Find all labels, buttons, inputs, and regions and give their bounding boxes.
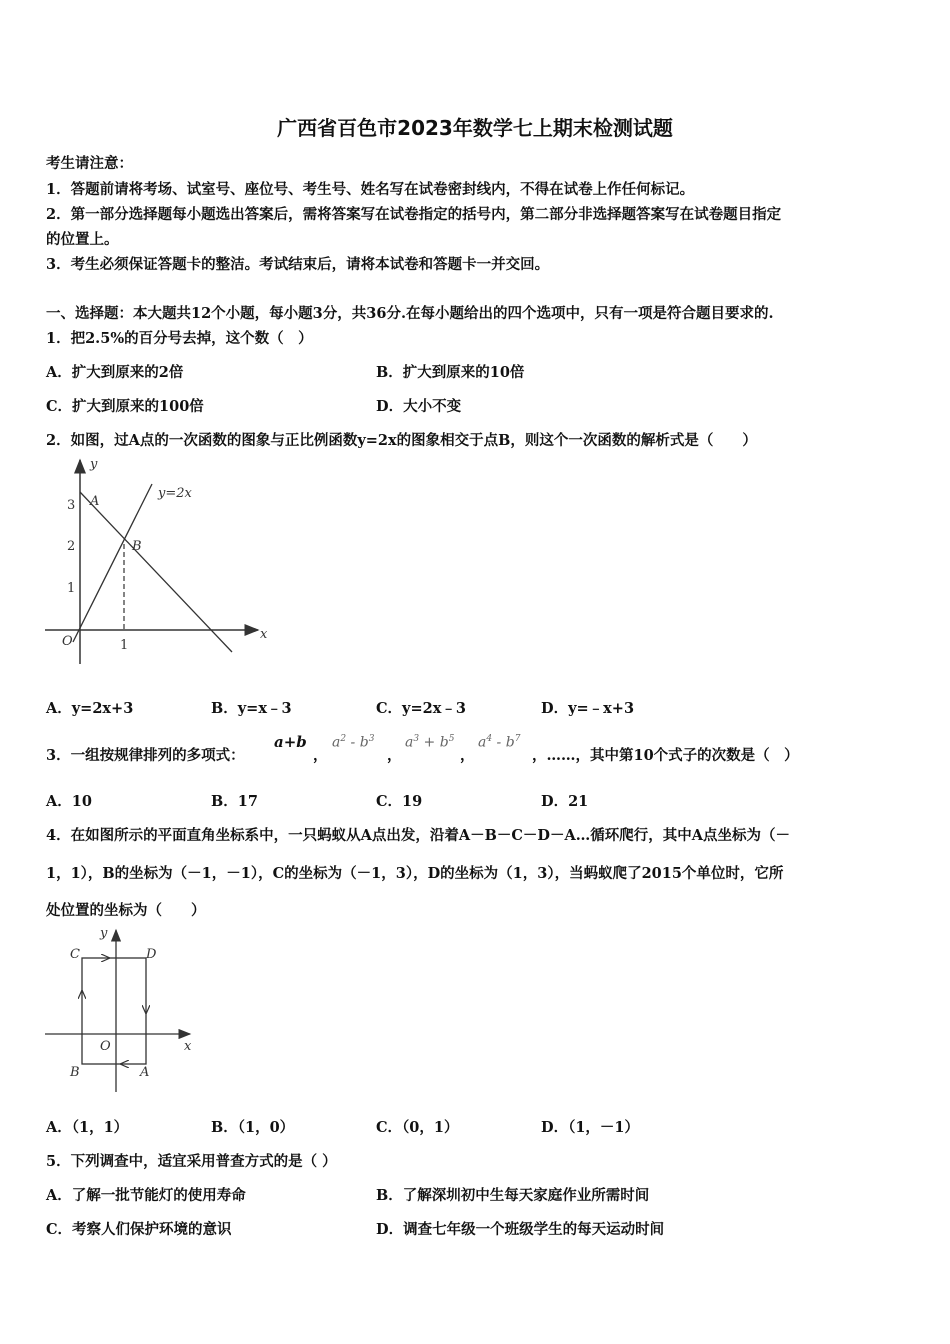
q5-option-c: C．考察人们保护环境的意识: [46, 1221, 232, 1238]
q3-option-d: D．21: [541, 793, 589, 810]
q4-label-d: D: [146, 947, 157, 962]
question-4-line-3: 处位置的坐标为（ ）: [46, 902, 206, 919]
q2-option-a: A．y=2x+3: [46, 700, 134, 717]
q1-option-b: B．扩大到原来的10倍: [376, 364, 525, 381]
q3-option-b: B．17: [211, 793, 258, 810]
q1-option-d: D．大小不变: [376, 398, 462, 415]
q2-label-origin: O: [62, 634, 73, 649]
question-3-stem: 3．一组按规律排列的多项式：: [46, 747, 245, 764]
q2-tick-y3: 3: [67, 498, 76, 513]
question-4-line-2: 1，1），B的坐标为（－1，－1），C的坐标为（－1，3），D的坐标为（1，3），当蚂蚁爬了2015个单位时，它所: [46, 865, 784, 882]
q2-label-b: B: [132, 539, 142, 554]
q2-label-x: x: [260, 627, 268, 642]
q5-option-b: B．了解深圳初中生每天家庭作业所需时间: [376, 1187, 650, 1204]
q4-option-c: C．（0，1）: [376, 1119, 459, 1136]
q4-graph: [40, 922, 210, 1097]
q4-path-rectangle: [82, 958, 146, 1064]
q2-tick-y2: 2: [67, 539, 76, 554]
q4-option-b: B．（1，0）: [211, 1119, 295, 1136]
q3-stem-suffix: ，……，其中第10个式子的次数是（ ）: [532, 747, 799, 764]
q2-label-line: y=2x: [158, 486, 192, 501]
q2-line-y2x: [73, 484, 152, 642]
q1-option-c: C．扩大到原来的100倍: [46, 398, 204, 415]
q2-option-d: D．y=﹣x+3: [541, 700, 635, 717]
q4-option-d: D．（1，－1）: [541, 1119, 640, 1136]
q3-term-1: a+b: [274, 733, 307, 751]
question-1-stem: 1．把2.5%的百分号去掉，这个数（ ）: [46, 330, 313, 347]
q3-term-2: $a^2 - b^3$: [332, 734, 375, 751]
q1-option-a: A．扩大到原来的2倍: [46, 364, 184, 381]
q4-label-a: A: [140, 1065, 150, 1080]
notice-item-2: 2．第一部分选择题每小题选出答案后，需将答案写在试卷指定的括号内，第二部分非选择题答案写在试卷题目指定: [46, 206, 782, 223]
q2-tick-y1: 1: [67, 581, 76, 596]
q2-graph: [40, 452, 280, 672]
q3-comma-2: ，: [387, 747, 402, 764]
question-2-stem: 2．如图，过A点的一次函数的图象与正比例函数y=2x的图象相交于点B，则这个一次函数的解析式是（ ）: [46, 432, 757, 449]
notice-heading: 考生请注意：: [46, 155, 133, 172]
q2-label-a: A: [90, 494, 100, 509]
q5-option-a: A．了解一批节能灯的使用寿命: [46, 1187, 246, 1204]
question-4-line-1: 4．在如图所示的平面直角坐标系中，一只蚂蚁从A点出发，沿着A－B－C－D－A…循环爬行，其中A点坐标为（－: [46, 827, 790, 844]
q3-comma-1: ，: [313, 747, 328, 764]
q3-term-3: $a^3 + b^5$: [405, 734, 455, 751]
q3-option-c: C．19: [376, 793, 423, 810]
section-heading: 一、选择题：本大题共12个小题，每小题3分，共36分.在每小题给出的四个选项中，只有一项是符合题目要求的.: [46, 305, 774, 322]
q2-label-y: y: [90, 457, 98, 472]
q4-label-c: C: [70, 947, 80, 962]
q3-term-4: $a^4 - b^7$: [478, 734, 521, 751]
q4-label-x: x: [184, 1039, 192, 1054]
q4-label-b: B: [70, 1065, 80, 1080]
page-title: 广西省百色市2023年数学七上期末检测试题: [277, 116, 673, 140]
notice-item-1: 1．答题前请将考场、试室号、座位号、考生号、姓名写在试卷密封线内，不得在试卷上作任何标记。: [46, 181, 695, 198]
q2-option-b: B．y=x﹣3: [211, 700, 292, 717]
q4-label-y: y: [100, 926, 108, 941]
q4-option-a: A．（1，1）: [46, 1119, 129, 1136]
notice-item-3: 3．考生必须保证答题卡的整洁。考试结束后，请将本试卷和答题卡一并交回。: [46, 256, 550, 273]
q3-option-a: A．10: [46, 793, 92, 810]
q2-option-c: C．y=2x﹣3: [376, 700, 466, 717]
q2-tick-x1: 1: [120, 638, 129, 653]
q5-option-d: D．调查七年级一个班级学生的每天运动时间: [376, 1221, 665, 1238]
q2-line-ab: [80, 492, 232, 652]
notice-item-2-cont: 的位置上。: [46, 231, 119, 248]
question-5-stem: 5．下列调查中，适宜采用普查方式的是（ ）: [46, 1153, 337, 1170]
q4-label-origin: O: [100, 1039, 111, 1054]
q3-comma-3: ，: [460, 747, 475, 764]
